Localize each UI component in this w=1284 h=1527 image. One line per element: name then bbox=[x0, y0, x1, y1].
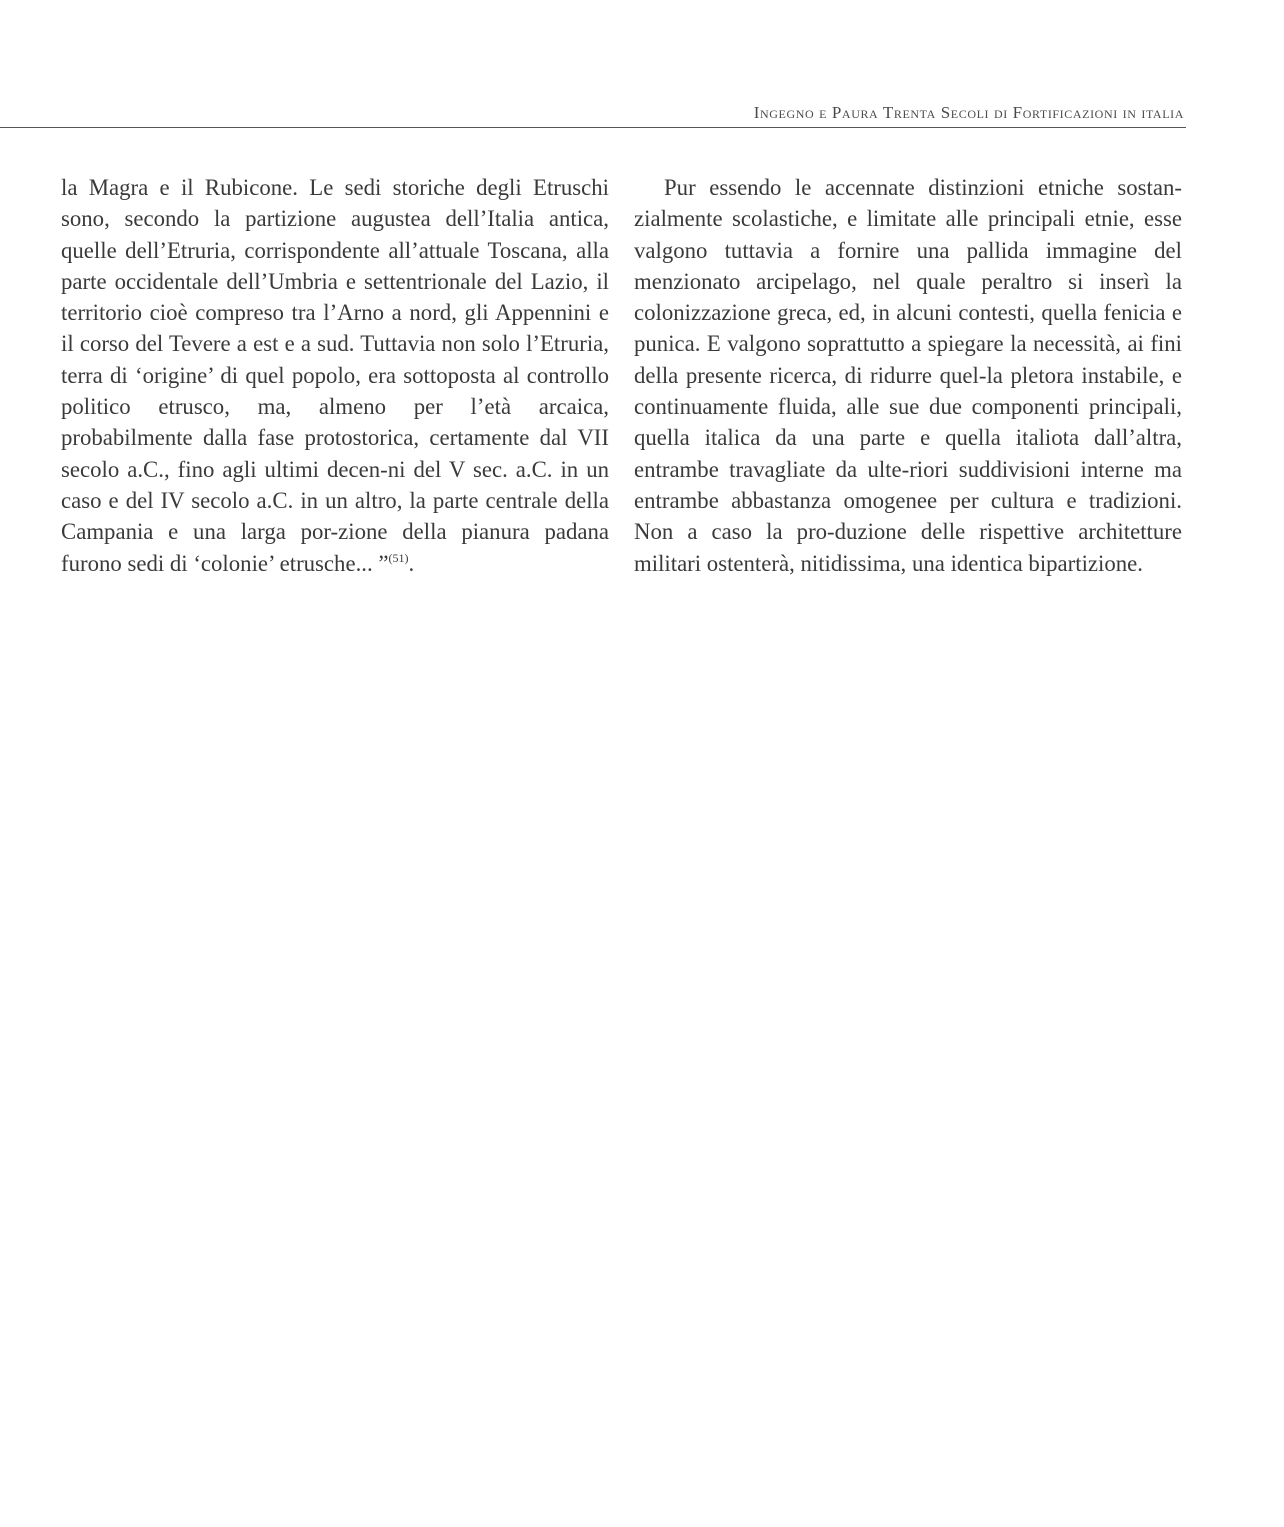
header-rule bbox=[0, 127, 1186, 128]
footnote-reference: (51) bbox=[388, 550, 409, 565]
left-column bbox=[61, 172, 609, 579]
left-paragraph-end: . bbox=[408, 550, 415, 576]
running-header: Ingegno e Paura Trenta Secoli di Fortificazioni in italia bbox=[753, 103, 1184, 122]
right-paragraph: Pur essendo le accennate distinzioni etniche sostan-zialmente scolastiche, e limitate alle principali etnie, esse valgono tuttavia a fornire una pallida immagine del menzionato arcipelago, nel quale peraltro si inserì la colonizzazione greca, ed, in alcuni contesti, quella fenicia e punica. E valgono soprattutto a spiegare la necessità, ai fini della presente ricerca, di ridurre quel-la pletora instabile, e continuamente fluida, alle sue due componenti principali, quella italica da una parte e quella italiota dall’altra, entrambe travagliate da ulte-riori suddivisioni interne ma entrambe abbastanza omogenee per cultura e tradizioni. Non a caso la pro-duzione delle rispettive architetture militari ostenterà, nitidissima, una identica bipartizione. bbox=[634, 175, 1182, 576]
left-paragraph-text: la Magra e il Rubicone. Le sedi storiche degli Etruschi sono, secondo la partizione augustea dell’Italia antica, quelle dell’Etruria, corrispondente all’attuale Toscana, alla parte occidentale dell’Umbria e settentrionale del Lazio, il territorio cioè compreso tra l’Arno a nord, gli Appennini e il corso del Tevere a est e a sud. Tuttavia non solo l’Etruria, terra di ‘origine’ di quel popolo, era sottoposta al controllo politico etrusco, ma, almeno per l’età arcaica, probabilmente dalla fase protostorica, certamente dal VII secolo a.C., fino agli ultimi decen-ni del V sec. a.C. in un caso e del IV secolo a.C. in un altro, la parte centrale della Campania e una larga por-zione della pianura padana furono sedi di ‘colonie’ etrusche... ” bbox=[61, 175, 609, 576]
right-column bbox=[634, 172, 1182, 579]
left-paragraph bbox=[61, 172, 609, 579]
